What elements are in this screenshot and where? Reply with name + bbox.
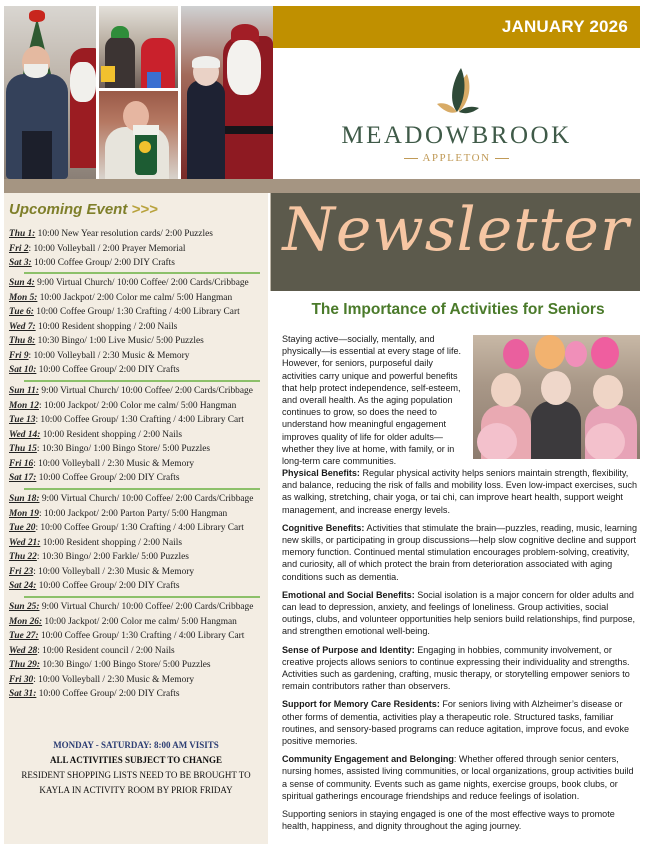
day-events: : 10:00 Volleyball / 2:30 Music & Memory [33,674,195,685]
day-events: 9:00 Virtual Church/ 10:00 Coffee/ 2:00 Cards/Cribbage [38,386,253,396]
section-heading: Sense of Purpose and Identity: [282,644,415,655]
day-label: Sun 4: [9,278,35,288]
day-label: Wed 21: [9,537,41,548]
day-label: Sat 31: [9,689,37,699]
article-section [282,467,640,516]
schedule-day [9,363,265,378]
divider [495,158,509,159]
schedule-day [9,399,265,414]
day-events: 10:00 Coffee Group/ 2:00 DIY Crafts [31,258,175,268]
section-heading: Support for Memory Care Residents: [282,699,440,710]
day-events: 10:00 Coffee Group/ 1:30 Crafting / 4:00 Library Cart [33,307,240,317]
day-events: 10:30 Bingo/ 1:00 Bingo Store/ 5:00 Puzzles [40,660,211,670]
article-section [282,644,640,693]
balloon-icon [535,335,565,369]
article-body [282,333,640,832]
day-events: 10:00 Resident shopping / 2:00 Nails [35,321,178,332]
gift-bag-icon [101,66,115,82]
photo-senior-women-with-balloons [473,335,640,459]
schedule-day [9,305,265,320]
day-label: Thu 15 [9,444,37,454]
schedule-day [9,384,265,399]
change-note: ALL ACTIVITIES SUBJECT TO CHANGE [49,755,223,765]
schedule-day [9,457,265,472]
schedule-day [9,413,265,428]
day-events: 10:00 New Year resolution cards/ 2:00 Puzzles [35,229,213,239]
day-events: 9:00 Virtual Church/ 10:00 Coffee/ 2:00 Cards/Cribbage [39,602,254,612]
santa-beard [70,62,96,102]
day-events: : 10:00 Volleyball / 2:30 Music & Memory [33,566,195,577]
section-text: For seniors living with Alzheimer’s disease or other forms of dementia, activities play a therapeutic role. Structured tasks, familiar routines, and sensory-based programs can reduce agitation, improve focus, and evoke positive memories. [282,699,629,747]
day-events: 10:00 Resident shopping / 2:00 Nails [40,537,183,548]
day-events: : 10:30 Bingo/ 2:00 Farkle/ 5:00 Puzzles [36,552,189,562]
day-label: Wed 28 [9,645,38,656]
day-label: Tue 13 [9,415,36,425]
senior-woman-head [593,375,623,409]
week-divider [24,596,260,598]
balloon-icon [477,423,517,459]
team-logo-icon [139,141,151,153]
schedule-day [9,521,265,536]
leaf-logo-icon [437,68,479,116]
day-label: Wed 7: [9,321,36,332]
day-events: 10:00 Resident shopping / 2:00 Nails [40,429,183,440]
photo-collage [4,6,273,179]
brand-location [273,152,640,164]
balloon-icon [503,339,529,369]
schedule-day [9,600,265,615]
day-label: Sat 3: [9,258,32,268]
week-4 [9,492,265,594]
schedule-day [9,644,265,659]
day-events: : 10:00 Jackpot/ 2:00 Color me calm/ 5:00 Hangman [38,400,237,411]
photo-residents-with-gift-bags [99,6,178,88]
day-label: Tue 27: [9,631,39,641]
brand-logo [273,48,640,179]
month-banner [273,6,640,48]
day-label: Mon 5: [9,292,38,303]
schedule-title-text: Upcoming Event [9,201,128,218]
schedule-notes [4,738,268,798]
gift-bag-icon [147,72,161,88]
senior-woman-head [541,371,571,405]
wheelchair-icon [22,131,52,179]
day-events: 10:00 Jackpot/ 2:00 Color me calm/ 5:00 Hangman [42,616,237,627]
day-label: Sun 25: [9,602,40,612]
stocking-cuff [133,125,159,135]
day-events: 10:00 Coffee Group/ 2:00 DIY Crafts [36,581,180,591]
balloon-icon [585,423,625,459]
schedule-day [9,565,265,580]
day-label: Thu 29: [9,660,40,670]
schedule-day [9,291,265,306]
section-heading: Cognitive Benefits: [282,522,365,533]
location-text: APPLETON [422,152,491,164]
week-5 [9,600,265,702]
schedule-day [9,492,265,507]
schedule-day [9,428,265,443]
week-1 [9,227,265,271]
day-label: Thu 22 [9,552,37,562]
schedule-day [9,687,265,702]
article-closing: Supporting seniors in staying engaged is one of the most effective ways to promote health, happiness, and dignity throughout the aging journey. [282,809,615,832]
section-text: Regular physical activity helps seniors maintain strength, flexibility, and balance, reducing the risk of falls and mobility loss. Even low-impact exercises, such as walking, stretching, chair yoga, or tai chi, can improve heart health, support weight management, and increase energy levels. [282,468,638,515]
day-label: Mon 26: [9,616,43,627]
section-heading: Physical Benefits: [282,468,360,478]
day-events: : 10:00 Coffee Group/ 1:30 Crafting / 4:00 Library Cart [35,415,244,425]
day-events: 10:00 Jackpot/ 2:00 Color me calm/ 5:00 Hangman [37,292,233,303]
week-3 [9,384,265,486]
day-label: Mon 19 [9,508,39,519]
day-events: : 10:30 Bingo/ 1:00 Bingo Store/ 5:00 Puzzles [36,444,211,454]
schedule-day [9,536,265,551]
red-bow-icon [29,10,45,22]
resident-hair [192,56,220,68]
section-text: : Whether offered through senior centers, nursing homes, assisted living communities, or local organizations, group activities build a sense of community. Events such as game nights, exercise groups, book clubs, or spiritual gatherings encourage friendships and reduce feelings of isolation. [282,754,634,801]
week-2 [9,276,265,378]
day-events: : 10:00 Jackpot/ 2:00 Parton Party/ 5:00 Hangman [38,508,228,519]
article-title: The Importance of Activities for Seniors [311,301,605,318]
day-events: 10:30 Bingo/ 1:00 Live Music/ 5:00 Puzzles [35,336,204,346]
week-divider [24,272,260,274]
section-text: Activities that stimulate the brain—puzzles, reading, music, learning new skills, or participating in group discussions—help slow cognitive decline and support memory function. Continued mental stimulation encourages problem-solving, creativity, and curiosity, all of which protect the brain from deterioration associated with aging conditions such as dementia. [282,522,637,582]
day-label: Fri 2 [9,243,29,254]
schedule-day [9,629,265,644]
day-events: : 10:00 Volleyball / 2:30 Music & Memory [28,350,190,361]
elf-hat-icon [111,26,129,38]
article-section [282,522,640,583]
week-divider [24,488,260,490]
day-label: Thu 1: [9,229,36,239]
section-heading: Emotional and Social Benefits: [282,589,415,600]
day-label: Tue 20 [9,523,36,533]
day-label: Sat 17: [9,473,37,483]
week-divider [24,380,260,382]
santa-belt [225,126,273,134]
photo-resident-with-packers-stocking [99,91,178,179]
shopping-note-line-1: RESIDENT SHOPPING LISTS NEED TO BE BROUGHT TO [21,770,251,780]
article-section [282,698,640,747]
newsletter-title: Newsletter [282,195,630,265]
schedule-day [9,658,265,673]
day-events: 10:00 Coffee Group/ 2:00 DIY Crafts [36,473,180,483]
resident-figure [187,80,225,179]
visits-note: MONDAY - SATURDAY: 8:00 AM VISITS [53,740,219,750]
schedule-day [9,334,265,349]
schedule-day [9,242,265,257]
balloon-icon [591,337,619,369]
photo-resident-with-santa-2 [181,6,273,179]
divider [404,158,418,159]
schedule-day [9,579,265,594]
schedule-day [9,442,265,457]
newsletter-banner [270,193,640,291]
day-events: 10:00 Coffee Group/ 1:30 Crafting / 4:00 Library Cart [38,631,245,641]
senior-woman-head [491,373,521,407]
section-heading: Community Engagement and Belonging [282,754,454,765]
day-events: 9:00 Virtual Church/ 10:00 Coffee/ 2:00 Cards/Cribbage [39,494,254,504]
schedule-day [9,673,265,688]
day-label: Fri 9 [9,350,29,361]
schedule-day [9,550,265,565]
day-label: Mon 12 [9,400,39,411]
day-label: Sat 10: [9,365,37,375]
shopping-note-line-2: KAYLA IN ACTIVITY ROOM BY PRIOR FRIDAY [39,785,233,795]
schedule-day [9,349,265,364]
schedule-day [9,507,265,522]
day-events: : 10:00 Resident council / 2:00 Nails [37,645,175,656]
divider-band [4,179,640,193]
day-label: Fri 30 [9,674,34,685]
day-events: 9:00 Virtual Church/ 10:00 Coffee/ 2:00 Cards/Cribbage [34,278,249,288]
day-events: : 10:00 Volleyball / 2:30 Music & Memory [33,458,195,469]
day-label: Tue 6: [9,307,34,317]
day-label: Sun 18: [9,494,40,504]
article-intro: Staying active—socially, mentally, and physically—is essential at every stage of life. However, for seniors, purposeful daily activities carry unique and powerful benefits that help protect independence, self-esteem, and overall health. As the aging population continues to grow, so does the need to understand how meaningful engagement improves quality of life for older adults—whether they live at home, with family, or in long-term care communities. [282,334,462,467]
article-section [282,753,640,802]
section-text: Social isolation is a major concern for older adults and can lead to depression, anxiety, and feelings of loneliness. Group activities, social outings, clubs, and volunteer opportunities help seniors build relationships, find purpose, and strengthen emotional well-being. [282,589,636,637]
schedule-title [9,201,158,218]
day-label: Wed 14: [9,429,41,440]
photo-resident-with-santa [4,6,96,179]
section-text: Engaging in hobbies, community involvement, or creative projects allows seniors to continue expressing their individuality and strengths. Activities such as gardening, crafting, music therapy, or storytelling empower seniors to remain contributors rather than observers. [282,644,630,692]
schedule-day [9,227,265,242]
balloon-icon [565,341,587,367]
day-events: : 10:00 Coffee Group/ 1:30 Crafting / 4:00 Library Cart [35,523,244,533]
schedule-day [9,615,265,630]
santa-beard [227,40,261,95]
day-label: Sat 24: [9,581,37,591]
arrows-icon: >>> [131,201,158,218]
day-label: Sun 11: [9,386,39,396]
senior-woman-figure [531,401,581,459]
day-label: Fri 16 [9,458,34,469]
schedule-day [9,320,265,335]
issue-month: JANUARY 2026 [501,17,628,36]
day-events: 10:00 Coffee Group/ 2:00 DIY Crafts [36,689,180,699]
day-events: 10:00 Coffee Group/ 2:00 DIY Crafts [36,365,180,375]
resident-beard [24,64,48,78]
schedule-day [9,276,265,291]
brand-name: MEADOWBROOK [341,122,572,149]
schedule-panel [4,193,268,844]
day-label: Thu 8: [9,336,36,346]
day-events: : 10:00 Volleyball / 2:00 Prayer Memorial [28,243,186,254]
schedule-day [9,471,265,486]
schedule-day [9,256,265,271]
article-section [282,589,640,638]
day-label: Fri 23 [9,566,34,577]
